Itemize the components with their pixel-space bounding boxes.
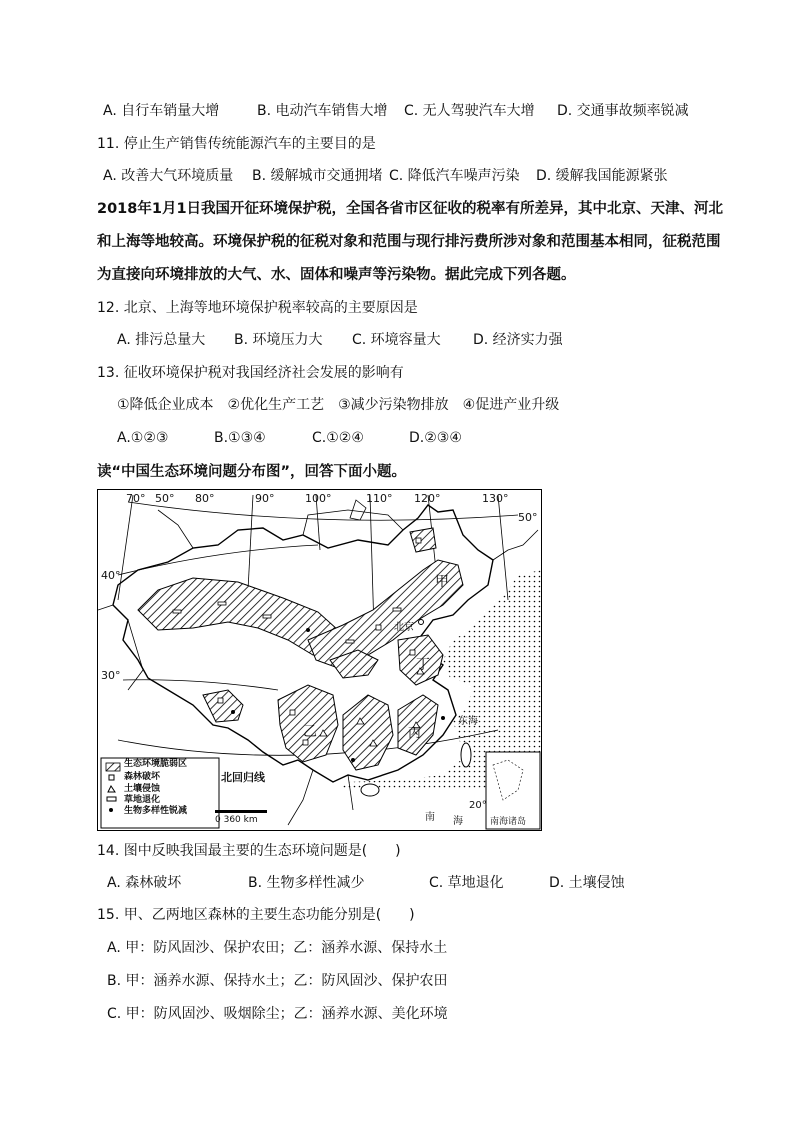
q14-option-a[interactable]: A. 森林破坏 [107,875,182,891]
lat-40: 40° [101,569,121,582]
q15-option-c[interactable]: C. 甲：防风固沙、吸烟除尘；乙：涵养水源、美化环境 [107,1006,448,1022]
legend-fragile: 生态环境脆弱区 [124,759,188,769]
q13-option-d[interactable]: D.②③④ [409,430,462,446]
q12-stem: 12. 北京、上海等地环境保护税率较高的主要原因是 [97,300,418,316]
q10-option-a[interactable]: A. 自行车销量大增 [103,103,220,119]
china-eco-map [97,489,542,831]
q14-stem: 14. 图中反映我国最主要的生态环境问题是( ) [97,843,401,859]
q14-option-d[interactable]: D. 土壤侵蚀 [549,875,625,891]
lon-110: 110° [366,492,393,505]
passage-line-3: 为直接向环境排放的大气、水、固体和噪声等污染物。据此完成下列各题。 [97,267,576,283]
hainan [361,784,379,796]
q15-stem: 15. 甲、乙两地区森林的主要生态功能分别是( ) [97,907,415,923]
q11-option-a[interactable]: A. 改善大气环境质量 [103,168,234,184]
inset-label: 南海诸岛 [490,817,527,827]
taiwan [461,743,471,767]
q12-option-d[interactable]: D. 经济实力强 [473,332,563,348]
lat-50: 50° [518,511,538,524]
q12-option-b[interactable]: B. 环境压力大 [234,332,323,348]
passage-line-1: 2018年1月1日我国开征环境保护税，全国各省市区征收的税率有所差异，其中北京、天津、河北 [97,201,724,217]
donghai-label: 东海 [458,716,478,727]
map-intro: 读“中国生态环境问题分布图”，回答下面小题。 [97,464,407,480]
q13-option-c[interactable]: C.①②④ [312,430,364,446]
lat-30: 30° [101,669,121,682]
q13-stem: 13. 征收环境保护税对我国经济社会发展的影响有 [97,365,404,381]
q12-option-c[interactable]: C. 环境容量大 [352,332,441,348]
q14-option-c[interactable]: C. 草地退化 [429,875,504,891]
tropic-label: 北回归线 [221,771,265,784]
q13-items: ①降低企业成本 ②优化生产工艺 ③减少污染物排放 ④促进产业升级 [117,397,560,413]
q13-option-b[interactable]: B.①③④ [214,430,266,446]
nanhai-label-2: 海 [453,816,463,827]
q14-option-b[interactable]: B. 生物多样性减少 [248,875,365,891]
legend-forest: 森林破坏 [124,772,161,782]
lon-70: 70° [126,492,146,505]
beijing-marker [419,620,424,625]
label-yi: 乙 [303,724,317,740]
fragile-zone-jia-north [410,528,436,552]
lat-20: 20° [469,800,487,811]
q12-option-a[interactable]: A. 排污总量大 [117,332,206,348]
legend-soil: 土壤侵蚀 [124,784,161,794]
q11-option-d[interactable]: D. 缓解我国能源紧张 [536,168,668,184]
legend-grass: 草地退化 [124,795,161,805]
label-ding: 丁 [416,657,430,673]
nanhai-label-1: 南 [425,812,435,823]
lon-50-top: 50° [155,492,175,505]
label-jia: 甲 [435,574,449,590]
passage-line-2: 和上海等地较高。环境保护税的征税对象和范围与现行排污费所涉对象和范围基本相同，征税范围 [97,234,721,250]
q13-option-a[interactable]: A.①②③ [117,430,169,446]
label-bing: 丙 [408,726,422,741]
q11-option-c[interactable]: C. 降低汽车噪声污染 [389,168,520,184]
fragile-zone-tibet [203,690,243,722]
q10-option-d[interactable]: D. 交通事故频率锐减 [557,103,689,119]
q15-option-a[interactable]: A. 甲：防风固沙、保护农田；乙：涵养水源、保持水土 [107,940,448,956]
lon-120: 120° [414,492,441,505]
beijing-label: 北京 [394,622,414,633]
q10-option-c[interactable]: C. 无人驾驶汽车大增 [404,103,535,119]
lon-90: 90° [255,492,275,505]
q15-option-b[interactable]: B. 甲：涵养水源、保持水土；乙：防风固沙、保护农田 [107,973,448,989]
lon-100: 100° [305,492,332,505]
fragile-zone-northwest [138,578,338,655]
legend-bio: 生物多样性锐减 [124,806,188,816]
fragile-zone-center [343,695,393,770]
q10-option-b[interactable]: B. 电动汽车销售大增 [257,103,388,119]
lon-80: 80° [195,492,215,505]
scale-label: 0 360 km [215,815,258,825]
lon-130: 130° [482,492,509,505]
q11-stem: 11. 停止生产销售传统能源汽车的主要目的是 [97,136,376,152]
q11-option-b[interactable]: B. 缓解城市交通拥堵 [252,168,383,184]
